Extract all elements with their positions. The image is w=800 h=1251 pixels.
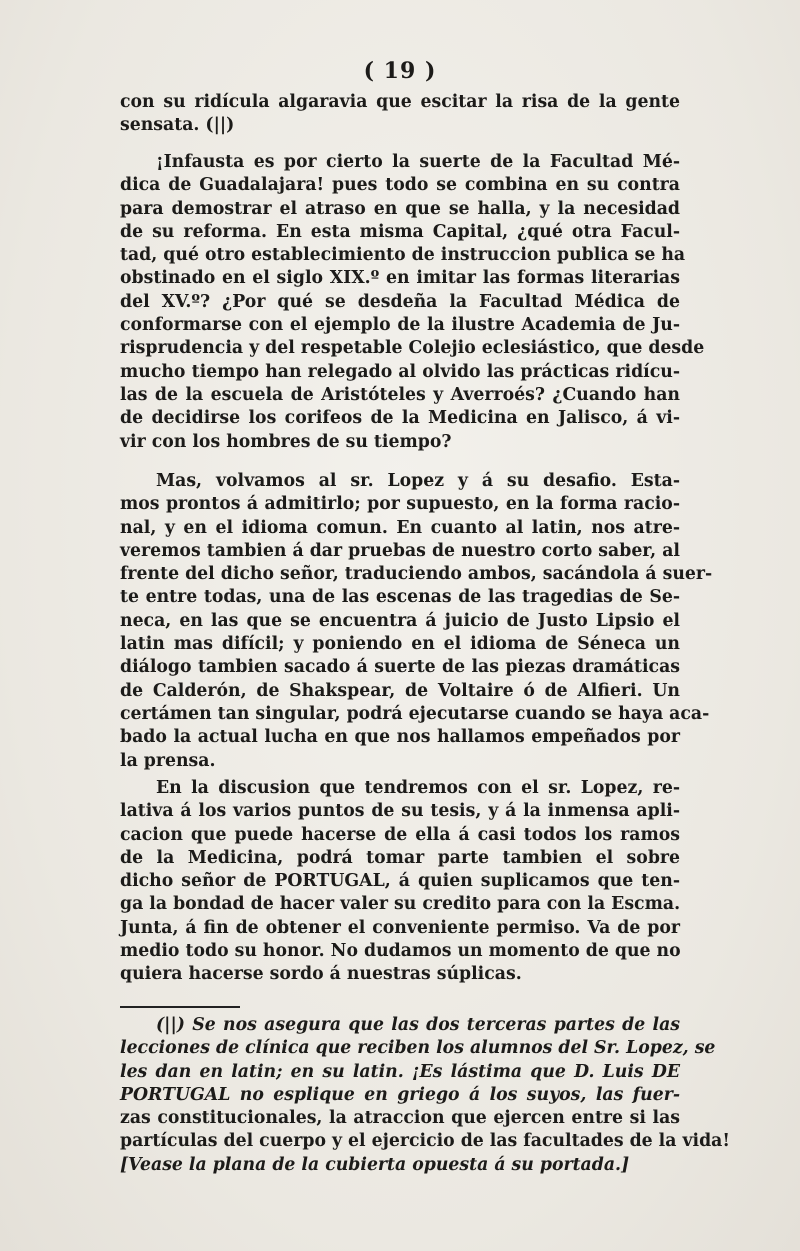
text-line: latin mas difícil; y poniendo en el idioma de Séneca un: [120, 634, 680, 655]
footnote-line: partículas del cuerpo y el ejercicio de las facultades de la vida!: [120, 1131, 730, 1152]
text-line: de Calderón, de Shakspear, de Voltaire ó de Alfieri. Un: [120, 680, 680, 701]
text-line: Junta, á fin de obtener el conveniente permiso. Va de por: [120, 917, 680, 938]
footnote-line: [Vease la plana de la cubierta opuesta á su portada.]: [120, 1154, 630, 1175]
text-line: frente del dicho señor, traduciendo ambos, sacándola á suer-: [120, 564, 713, 585]
text-line: lativa á los varios puntos de su tesis, y á la inmensa apli-: [120, 801, 680, 822]
text-line: risprudencia y del respetable Colejio eclesiástico, que desde: [120, 338, 705, 359]
footnote-line: les dan en latin; en su latin. ¡Es lástima que D. Luis DE: [120, 1061, 680, 1082]
text-line: sensata. (||): [120, 115, 235, 136]
text-line: vir con los hombres de su tiempo?: [120, 431, 452, 452]
paragraph-desafio: [120, 470, 713, 773]
footnote: [120, 1014, 730, 1177]
text-line: ga la bondad de hacer valer su credito para con la Escma.: [120, 894, 681, 915]
text-line: veremos tambien á dar pruebas de nuestro corto saber, al: [120, 540, 680, 561]
text-line: de la Medicina, podrá tomar parte tambien el sobre: [120, 847, 680, 868]
paragraph-discusion: [120, 777, 680, 987]
text-line: la prensa.: [120, 750, 216, 771]
text-line: cacion que puede hacerse de ella á casi todos los ramos: [120, 824, 680, 845]
paragraph-continuation: [120, 91, 680, 138]
text-line: conformarse con el ejemplo de la ilustre Academia de Ju-: [120, 315, 680, 336]
footnote-line: PORTUGAL no esplique en griego á los suyos, las fuer-: [120, 1084, 680, 1105]
text-line: En la discusion que tendremos con el sr. Lopez, re-: [156, 778, 680, 798]
footnote-line: zas constitucionales, la atraccion que ejercen entre si las: [120, 1108, 680, 1129]
footnote-line: lecciones de clínica que reciben los alumnos del Sr. Lopez, se: [120, 1038, 716, 1059]
text-line: obstinado en el siglo XIX.º en imitar las formas literarias: [120, 268, 680, 289]
text-line: quiera hacerse sordo á nuestras súplicas.: [120, 964, 522, 985]
paragraph-infausta: [120, 151, 705, 454]
text-line: dica de Guadalajara! pues todo se combina en su contra: [120, 175, 680, 196]
text-line: te entre todas, una de las escenas de las tragedias de Se-: [120, 587, 680, 608]
text-line: nal, y en el idioma comun. En cuanto al latin, nos atre-: [120, 517, 680, 538]
text-line: para demostrar el atraso en que se halla, y la necesidad: [120, 198, 680, 219]
text-line: neca, en las que se encuentra á juicio de Justo Lipsio el: [120, 610, 680, 631]
text-line: tad, qué otro establecimiento de instruccion publica se ha: [120, 245, 686, 266]
footnote-line: (||) Se nos asegura que las dos terceras partes de las: [156, 1015, 680, 1035]
text-line: del XV.º? ¿Por qué se desdeña la Facultad Médica de: [120, 291, 680, 312]
footnote-rule: [120, 1006, 240, 1008]
text-line: mucho tiempo han relegado al olvido las prácticas ridícu-: [120, 361, 680, 382]
text-line: certámen tan singular, podrá ejecutarse cuando se haya aca-: [120, 703, 710, 724]
text-line: diálogo tambien sacado á suerte de las piezas dramáticas: [120, 657, 680, 678]
text-line: de decidirse los corifeos de la Medicina en Jalisco, á vi-: [120, 408, 680, 429]
text-line: de su reforma. En esta misma Capital, ¿qué otra Facul-: [120, 221, 680, 242]
text-line: dicho señor de PORTUGAL, á quien suplicamos que ten-: [120, 871, 680, 892]
text-line: las de la escuela de Aristóteles y Averroés? ¿Cuando han: [120, 384, 680, 405]
text-line: con su ridícula algaravia que escitar la risa de la gente: [120, 92, 680, 112]
text-line: ¡Infausta es por cierto la suerte de la Facultad Mé-: [156, 152, 680, 172]
text-line: Mas, volvamos al sr. Lopez y á su desafio. Esta-: [156, 471, 680, 491]
text-line: bado la actual lucha en que nos hallamos empeñados por: [120, 727, 680, 748]
text-line: medio todo su honor. No dudamos un momento de que no: [120, 941, 681, 962]
page-number: ( 19 ): [363, 58, 437, 84]
text-line: mos prontos á admitirlo; por supuesto, en la forma racio-: [120, 494, 680, 515]
